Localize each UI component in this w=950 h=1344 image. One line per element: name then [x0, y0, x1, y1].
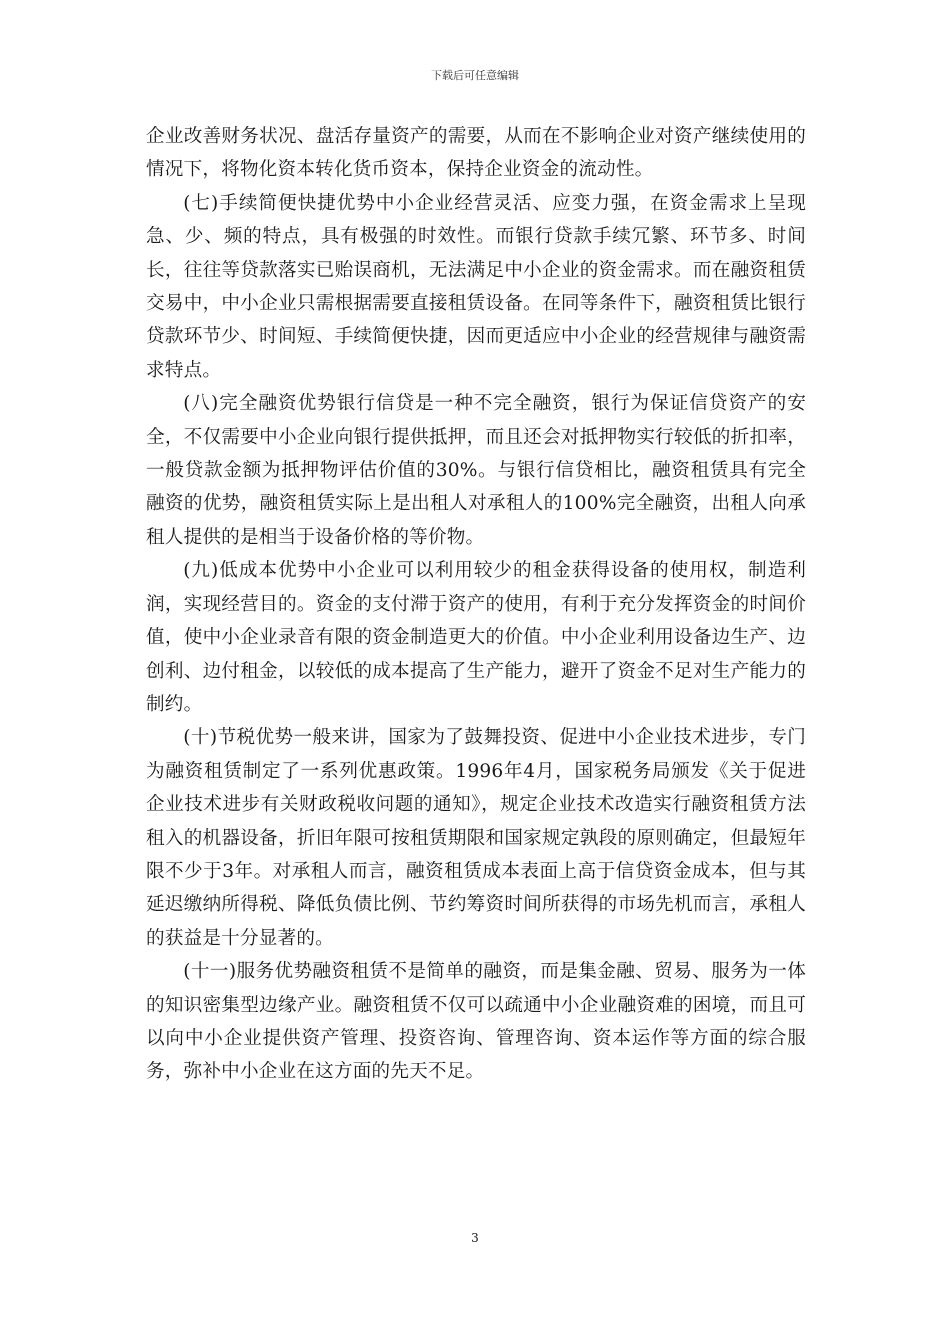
paragraph-section-9: (九)低成本优势中小企业可以利用较少的租金获得设备的使用权，制造利润，实现经营目的。资金的支付滞于资产的使用，有利于充分发挥资金的时间价值，使中小企业录音有限的资金制造更大的价值。中小企业利用设备边生产、边创利、边付租金，以较低的成本提高了生产能力，避开了资金不足对生产能力的制约。 [146, 560, 806, 715]
page-number: 3 [471, 1231, 479, 1245]
page-header: 下载后可任意编辑 [431, 69, 519, 82]
paragraph-continuation: 企业改善财务状况、盘活存量资产的需要，从而在不影响企业对资产继续使用的情况下，将物化资本转化货币资本，保持企业资金的流动性。 [146, 126, 806, 181]
document-body [146, 120, 806, 1089]
paragraph-section-10: (十)节税优势一般来讲，国家为了鼓舞投资、促进中小企业技术进步，专门为融资租赁制定了一系列优惠政策。1996年4月，国家税务局颁发《关于促进企业技术进步有关财政税收问题的通知》，规定企业技术改造实行融资租赁方法租入的机器设备，折旧年限可按租赁期限和国家规定孰段的原则确定，但最短年限不少于3年。对承租人而言，融资租赁成本表面上高于信贷资金成本，但与其延迟缴纳所得税、降低负债比例、节约筹资时间所获得的市场先机而言，承租人的获益是十分显著的。 [146, 727, 806, 949]
paragraph-section-8: (八)完全融资优势银行信贷是一种不完全融资，银行为保证信贷资产的安全，不仅需要中小企业向银行提供抵押，而且还会对抵押物实行较低的折扣率，一般贷款金额为抵押物评估价值的30%。与银行信贷相比，融资租赁具有完全融资的优势，融资租赁实际上是出租人对承租人的100%完全融资，出租人向承租人提供的是相当于设备价格的等价物。 [146, 393, 806, 548]
paragraph-section-11: (十一)服务优势融资租赁不是简单的融资，而是集金融、贸易、服务为一体的知识密集型边缘产业。融资租赁不仅可以疏通中小企业融资难的困境，而且可以向中小企业提供资产管理、投资咨询、管理咨询、资本运作等方面的综合服务，弥补中小企业在这方面的先天不足。 [146, 961, 806, 1083]
paragraph-section-7: (七)手续简便快捷优势中小企业经营灵活、应变力强，在资金需求上呈现急、少、频的特点，具有极强的时效性。而银行贷款手续冗繁、环节多、时间长，往往等贷款落实已贻误商机，无法满足中小企业的资金需求。而在融资租赁交易中，中小企业只需根据需要直接租赁设备。在同等条件下，融资租赁比银行贷款环节少、时间短、手续简便快捷，因而更适应中小企业的经营规律与融资需求特点。 [146, 192, 806, 381]
